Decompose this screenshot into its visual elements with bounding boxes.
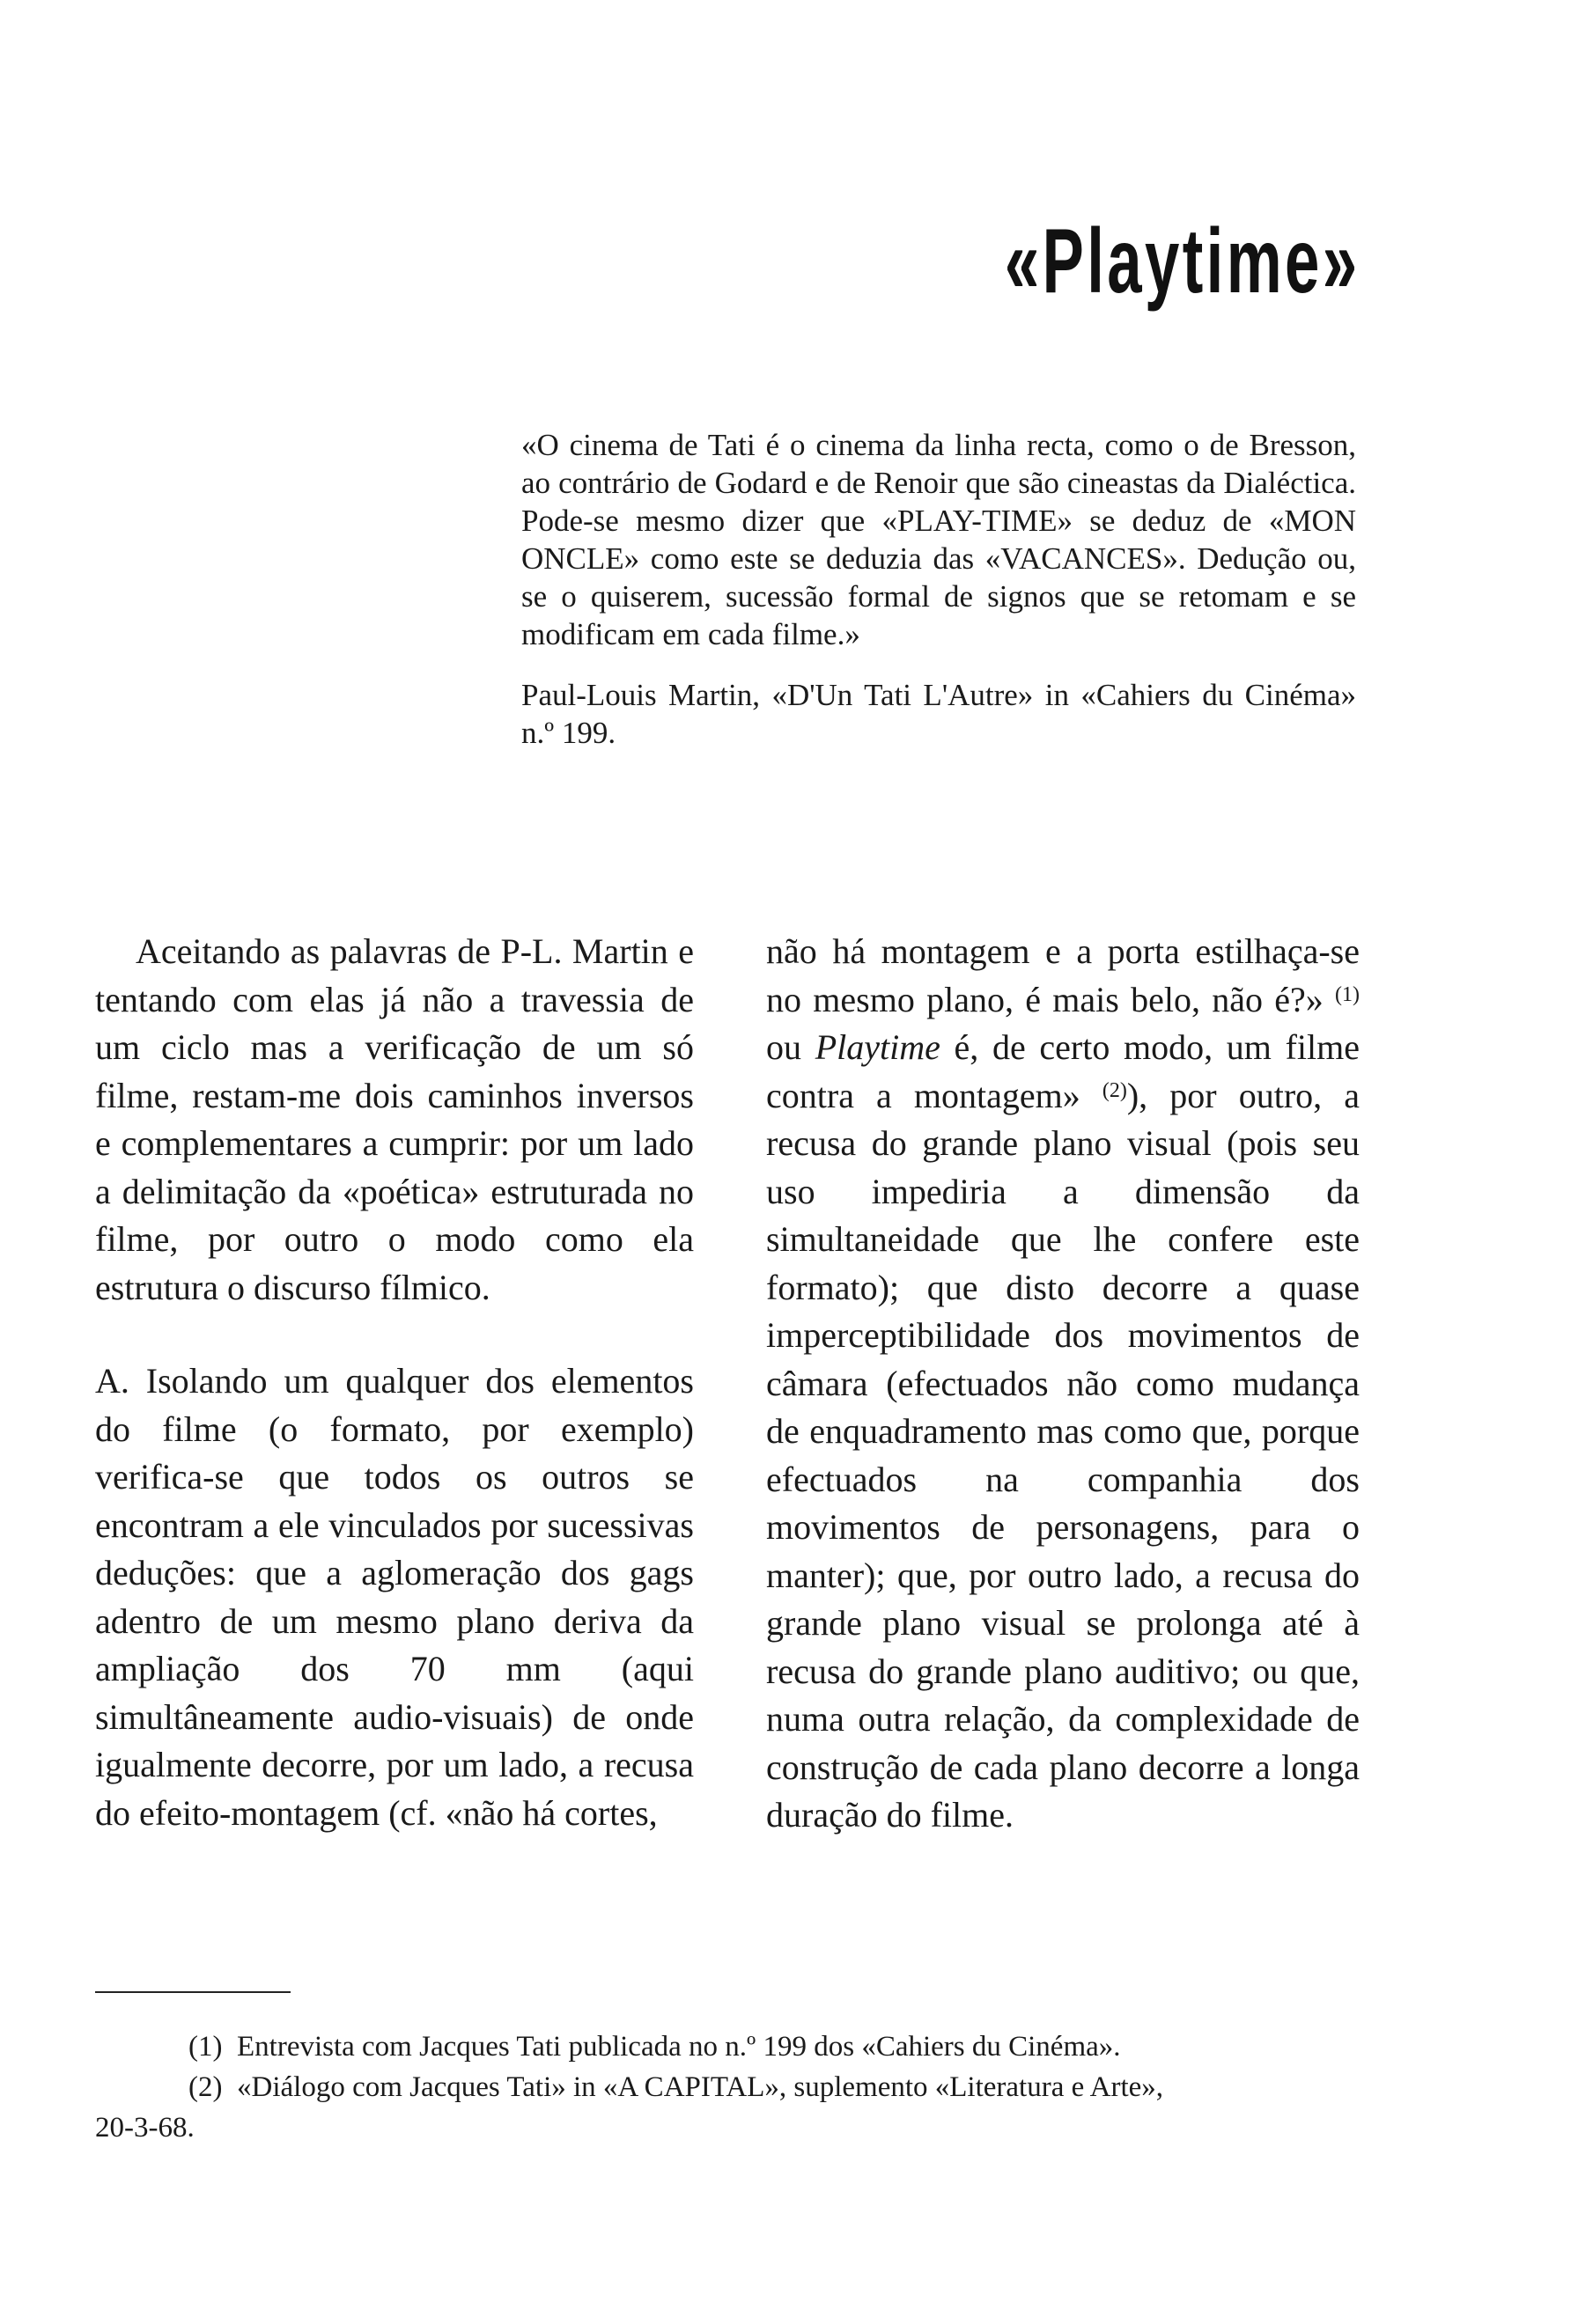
epigraph-quote: «O cinema de Tati é o cinema da linha recta, como o de Bresson, ao contrário de Godard e de Renoir que são cineastas da Dialéctica. Pode-se mesmo dizer que «PLAY-TIME» se deduz de «MON ONCLE» como este se deduzia das «VACANCES». Dedução ou, se o quiserem, sucessão formal de signos que se retomam e se modificam em cada filme.» — [521, 428, 1356, 651]
footnote-text: «Diálogo com Jacques Tati» in «A CAPITAL», suplemento «Literatura e Arte», — [237, 2071, 1164, 2103]
footnotes — [95, 2026, 1360, 2148]
footnote-divider — [95, 1991, 291, 1993]
body-text-segment: ), por outro, a recusa do grande plano visual (pois seu uso impediria a dimensão da simultaneidade que lhe confere este formato); que disto decorre a quase imperceptibilidade dos movimentos de câmara (efectuados não como mudança de enquadramento mas como que, porque efectuados na companhia dos movimentos de personagens, para o manter); que, por outro lado, a recusa do grande plano visual se prolonga até à recusa do grande plano auditivo; ou que, numa outra relação, da complexidade de construção de cada plano decorre a longa duração do filme. — [766, 1075, 1360, 1835]
body-paragraph — [766, 928, 1360, 1840]
footnote-number: (2) — [188, 2071, 223, 2103]
footnote-reference: (1) — [1335, 982, 1360, 1006]
film-title-italic: Playtime — [815, 1027, 940, 1067]
body-paragraph: Aceitando as palavras de P-L. Martin e tentando com elas já não a travessia de um ciclo mas a verificação de um só filme, restam-me dois caminhos inversos e complementares a cumprir: por um lado a delimitação da «poética» estruturada no filme, por outro o modo como ela estrutura o discurso fílmico. — [95, 931, 694, 1307]
footnote-number: (1) — [188, 2031, 223, 2063]
body-text-segment: é, de certo modo, um filme contra a montagem» — [766, 1027, 1360, 1115]
footnote — [95, 2026, 1360, 2067]
body-text-segment: não há montagem e a porta estilhaça-se no mesmo plano, é mais belo, não é?» — [766, 931, 1360, 1019]
body-column-right — [766, 928, 1360, 1840]
epigraph-attribution: Paul-Louis Martin, «D'Un Tati L'Autre» in «Cahiers du Cinéma» n.º 199. — [521, 678, 1356, 750]
body-column-left — [95, 928, 694, 1837]
footnote — [95, 2067, 1360, 2107]
body-text-segment: ou — [766, 1027, 815, 1067]
footnote-reference: (2) — [1102, 1078, 1127, 1102]
epigraph — [521, 426, 1356, 752]
footnote-continuation: 20-3-68. — [95, 2112, 195, 2144]
body-paragraph: A. Isolando um qualquer dos elementos do filme (o formato, por exemplo) verifica-se que todos os outros se encontram a ele vinculados por sucessivas deduções: que a aglomeração dos gags adentro de um mesmo plano deriva da ampliação dos 70 mm (aqui simultâneamente audio-visuais) de onde igualmente decorre, por um lado, a recusa do efeito-montagem (cf. «não há cortes, — [95, 1361, 694, 1833]
page-title: «Playtime» — [1004, 210, 1360, 313]
footnote-text: Entrevista com Jacques Tati publicada no n.º 199 dos «Cahiers du Cinéma». — [237, 2031, 1121, 2063]
